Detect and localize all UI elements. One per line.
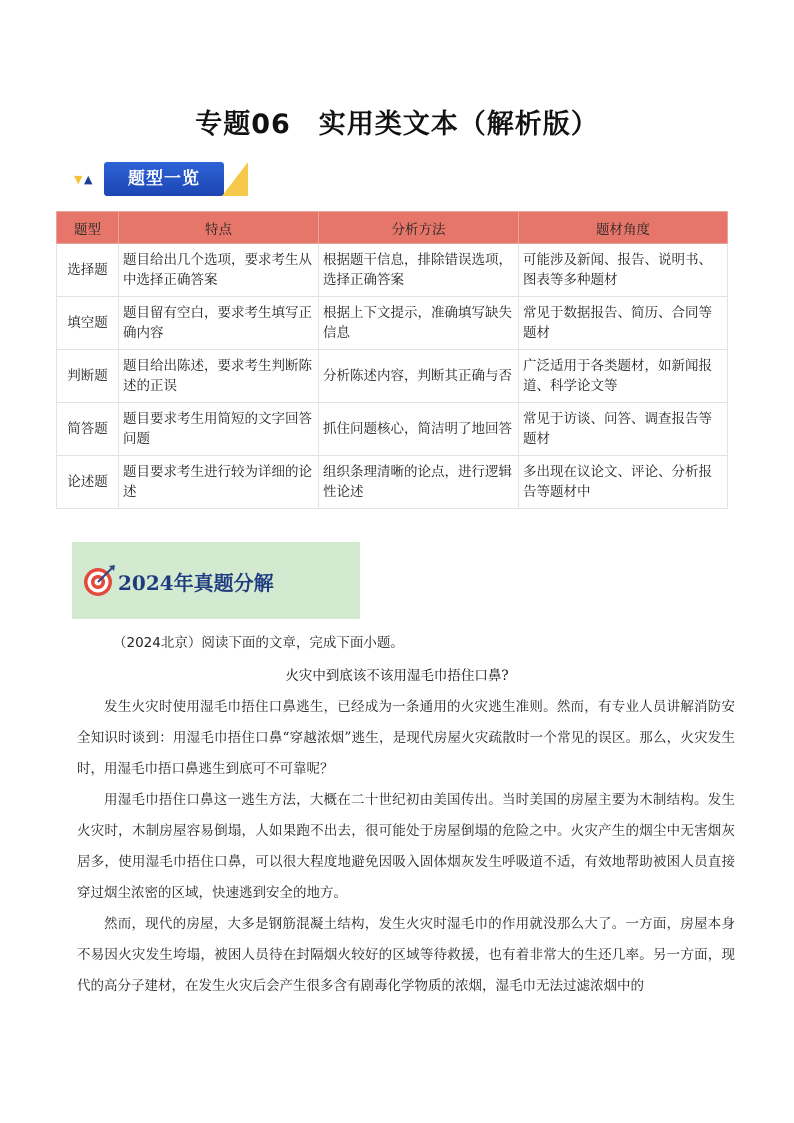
article-title: 火灾中到底该不该用湿毛巾捂住口鼻? [285, 668, 509, 684]
question-type-table [56, 211, 728, 509]
section-banner [74, 160, 264, 200]
banner-triangle-decoration [222, 162, 248, 196]
table-header-cell: 题型 [57, 212, 119, 244]
article-paragraph: 发生火灾时使用湿毛巾捂住口鼻逃生，已经成为一条通用的火灾逃生准则。然而，有专业人员讲解消防安全知识时谈到：用湿毛巾捂住口鼻“穿越浓烟”逃生，是现代房屋火灾疏散时一个常见的误区。那么，火灾发生时，用湿毛巾捂口鼻逃生到底可不可靠呢？ [77, 699, 735, 777]
table-header-row [57, 212, 728, 244]
table-cell: 题目给出陈述，要求考生判断陈述的正误 [119, 350, 319, 403]
page-title: 专题06 实用类文本（解析版） [195, 109, 599, 140]
year-section-label: 2024年真题分解 [118, 571, 274, 595]
table-cell: 题目要求考生进行较为详细的论述 [119, 456, 319, 509]
table-cell: 题目留有空白，要求考生填写正确内容 [119, 297, 319, 350]
table-cell: 简答题 [57, 403, 119, 456]
table-cell: 选择题 [57, 244, 119, 297]
table-cell: 分析陈述内容，判断其正确与否 [319, 350, 519, 403]
table-cell: 题目要求考生用简短的文字回答问题 [119, 403, 319, 456]
table-cell: 常见于数据报告、简历、合同等题材 [519, 297, 728, 350]
table-cell: 可能涉及新闻、报告、说明书、图表等多种题材 [519, 244, 728, 297]
table-row [57, 456, 728, 509]
table-cell: 组织条理清晰的论点，进行逻辑性论述 [319, 456, 519, 509]
table-row [57, 244, 728, 297]
table-cell: 抓住问题核心，简洁明了地回答 [319, 403, 519, 456]
source-line: （2024北京）阅读下面的文章，完成下面小题。 [113, 635, 404, 651]
article-paragraph: 然而，现代的房屋，大多是钢筋混凝土结构，发生火灾时湿毛巾的作用就没那么大了。一方面，房屋本身不易因火灾发生垮塌，被困人员待在封隔烟火较好的区域等待救援，也有着非常大的生还几率。另一方面，现代的高分子建材，在发生火灾后会产生很多含有剧毒化学物质的浓烟，湿毛巾无法过滤浓烟中的 [77, 916, 735, 994]
table-cell: 根据题干信息，排除错误选项，选择正确答案 [319, 244, 519, 297]
table-cell: 题目给出几个选项，要求考生从中选择正确答案 [119, 244, 319, 297]
table-cell: 填空题 [57, 297, 119, 350]
table-row [57, 350, 728, 403]
table-header-cell: 分析方法 [319, 212, 519, 244]
table-row [57, 403, 728, 456]
table-header-cell: 题材角度 [519, 212, 728, 244]
table-cell: 判断题 [57, 350, 119, 403]
table-cell: 根据上下文提示，准确填写缺失信息 [319, 297, 519, 350]
year-section-header [72, 542, 360, 619]
triangle-icon: ▲ [84, 173, 93, 186]
table-row [57, 297, 728, 350]
article-paragraph: 用湿毛巾捂住口鼻这一逃生方法，大概在二十世纪初由美国传出。当时美国的房屋主要为木制结构。发生火灾时，木制房屋容易倒塌，人如果跑不出去，很可能处于房屋倒塌的危险之中。火灾产生的烟尘中无害烟灰居多，使用湿毛巾捂住口鼻，可以很大程度地避免因吸入固体烟灰发生呼吸道不适，有效地帮助被困人员直接穿过烟尘浓密的区域，快速逃到安全的地方。 [77, 792, 735, 901]
table-cell: 常见于访谈、问答、调查报告等题材 [519, 403, 728, 456]
target-icon [82, 564, 116, 598]
table-cell: 广泛适用于各类题材，如新闻报道、科学论文等 [519, 350, 728, 403]
table-cell: 多出现在议论文、评论、分析报告等题材中 [519, 456, 728, 509]
triangle-icon: ▼ [74, 173, 83, 186]
table-header-cell: 特点 [119, 212, 319, 244]
table-cell: 论述题 [57, 456, 119, 509]
section-banner-label: 题型一览 [104, 162, 224, 196]
article-body [77, 692, 735, 1002]
